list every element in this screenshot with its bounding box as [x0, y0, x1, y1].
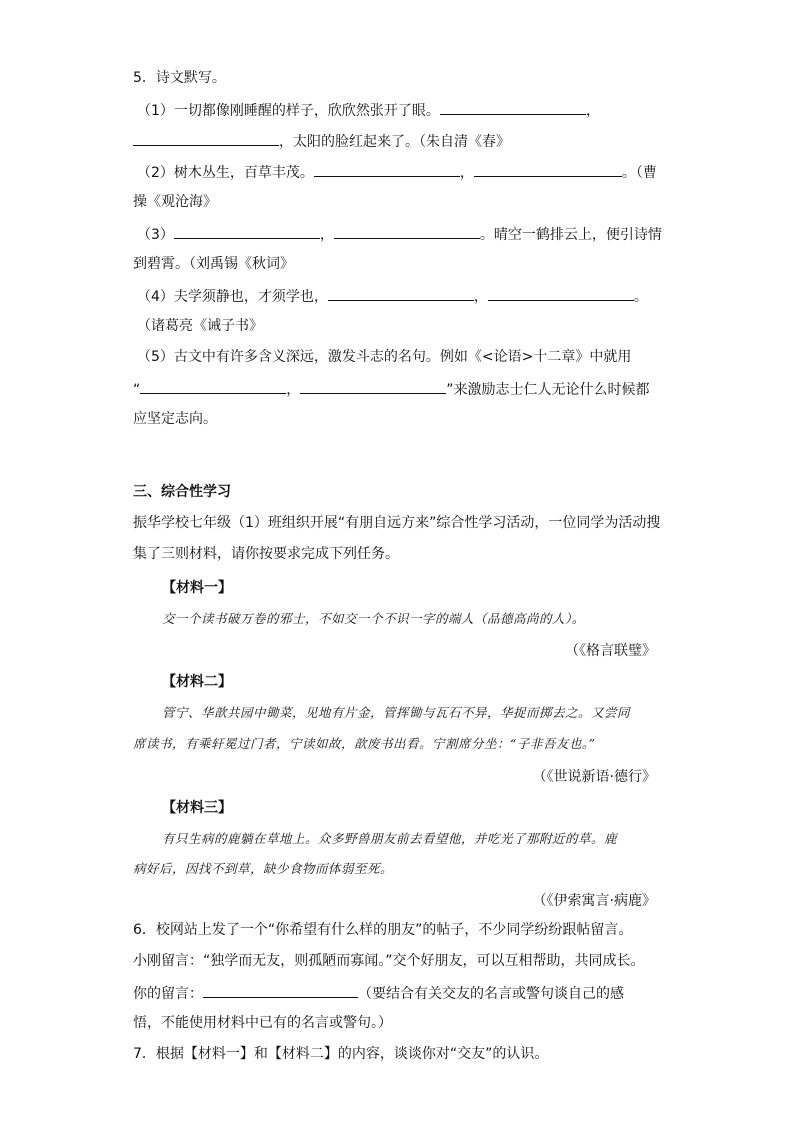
q5-line3	[137, 162, 657, 182]
material-1-text: 交一个读书破万卷的邪士，不如交一个不识一字的端人（品德高尚的人）。	[162, 611, 585, 626]
material-3-text-1: 有只生病的鹿躺在草地上。众多野兽朋友前去看望他，并吃光了那附近的草。鹿	[162, 831, 618, 846]
q5-line3-text: （2）树木丛生，百草丰茂。	[137, 165, 314, 181]
answer-blank[interactable]	[140, 379, 286, 394]
answer-blank[interactable]	[328, 286, 474, 301]
q5-line4: 操《观沧海》	[133, 194, 217, 210]
q5-line2-text: ，太阳的脸红起来了。（朱自清《春》	[279, 134, 510, 150]
section-intro-1: 振华学校七年级（1）班组织开展“有朋自远方来”综合性学习活动，一位同学为活动搜	[133, 515, 661, 531]
punct: ，	[585, 103, 600, 119]
answer-blank[interactable]	[334, 224, 480, 239]
q5-line10	[133, 379, 650, 399]
material-1-source: （《格言联璧》	[565, 643, 656, 659]
q6-instruction: （要结合有关交友的名言或警句谈自己的感	[358, 986, 624, 1002]
answer-blank[interactable]	[203, 983, 358, 998]
q5-line2	[133, 131, 510, 151]
q6-label: 你的留言：	[133, 986, 203, 1002]
answer-blank[interactable]	[488, 286, 634, 301]
punct: ，	[459, 165, 474, 181]
material-2-source: （《世说新语·德行》	[532, 769, 656, 785]
q5-line5-text: 。晴空一鹤排云上，便引诗情	[479, 227, 662, 243]
q5-line11: 应坚定志向。	[133, 411, 217, 427]
material-3-text-2: 病好后，因找不到草，缺少食物而体弱至死。	[133, 861, 394, 876]
q6-line1: 6．校网站上发了一个“你希望有什么样的朋友”的帖子，不少同学纷纷跟帖留言。	[133, 922, 633, 938]
q6-line2: 小刚留言：“独学而无友，则孤陋而寡闻。”交个好朋友，可以互相帮助，共同成长。	[133, 953, 645, 969]
q5-title: 5．诗文默写。	[133, 70, 226, 86]
punct: ，	[473, 289, 488, 305]
answer-blank[interactable]	[474, 162, 622, 177]
q5-line9: （5）古文中有许多含义深远，激发斗志的名句。例如《<论语>十二章》中就用	[137, 349, 632, 365]
material-1-label: 【材料一】	[162, 580, 232, 596]
punct: 。（曹	[621, 165, 657, 181]
section-heading: 三、综合性学习	[133, 484, 231, 500]
q6-line4: 悟，不能使用材料中已有的名言或警句。）	[133, 1015, 392, 1031]
punct: 。	[633, 289, 648, 305]
material-3-label: 【材料三】	[162, 800, 232, 816]
q7-line1: 7．根据【材料一】和【材料二】的内容，谈谈你对“交友”的认识。	[133, 1046, 549, 1062]
material-2-text-2: 席读书，有乘轩冕过门者，宁读如故，歆废书出看。宁割席分坐：“子非吾友也。”	[133, 736, 596, 751]
q5-line8: （诸葛亮《诫子书》	[137, 318, 263, 334]
q5-line7	[137, 286, 648, 306]
q5-line6: 到碧霄。（刘禹锡《秋词》	[133, 256, 294, 272]
q6-line3	[133, 983, 624, 1003]
punct: ，	[286, 382, 301, 398]
material-2-label: 【材料二】	[162, 674, 232, 690]
punct: “	[133, 382, 141, 398]
q5-line7-text: （4）夫学须静也，才须学也，	[137, 289, 328, 305]
q5-line10-text: ”来激励志士仁人无论什么时候都	[446, 382, 650, 398]
answer-blank[interactable]	[440, 100, 586, 115]
section-intro-2: 集了三则材料，请你按要求完成下列任务。	[133, 546, 399, 562]
q5-line5-label: （3）	[137, 227, 174, 243]
answer-blank[interactable]	[300, 379, 446, 394]
q5-line1	[137, 100, 600, 120]
q5-line1-text: （1）一切都像刚睡醒的样子，欣欣然张开了眼。	[137, 103, 440, 119]
material-3-source: （《伊索寓言·病鹿》	[532, 893, 656, 909]
answer-blank[interactable]	[174, 224, 320, 239]
punct: ，	[319, 227, 334, 243]
material-2-text-1: 管宁、华歆共园中锄菜，见地有片金，管挥锄与瓦石不异，华捉而掷去之。又尝同	[162, 705, 631, 720]
answer-blank[interactable]	[133, 131, 279, 146]
answer-blank[interactable]	[314, 162, 460, 177]
q5-line5	[137, 224, 662, 244]
